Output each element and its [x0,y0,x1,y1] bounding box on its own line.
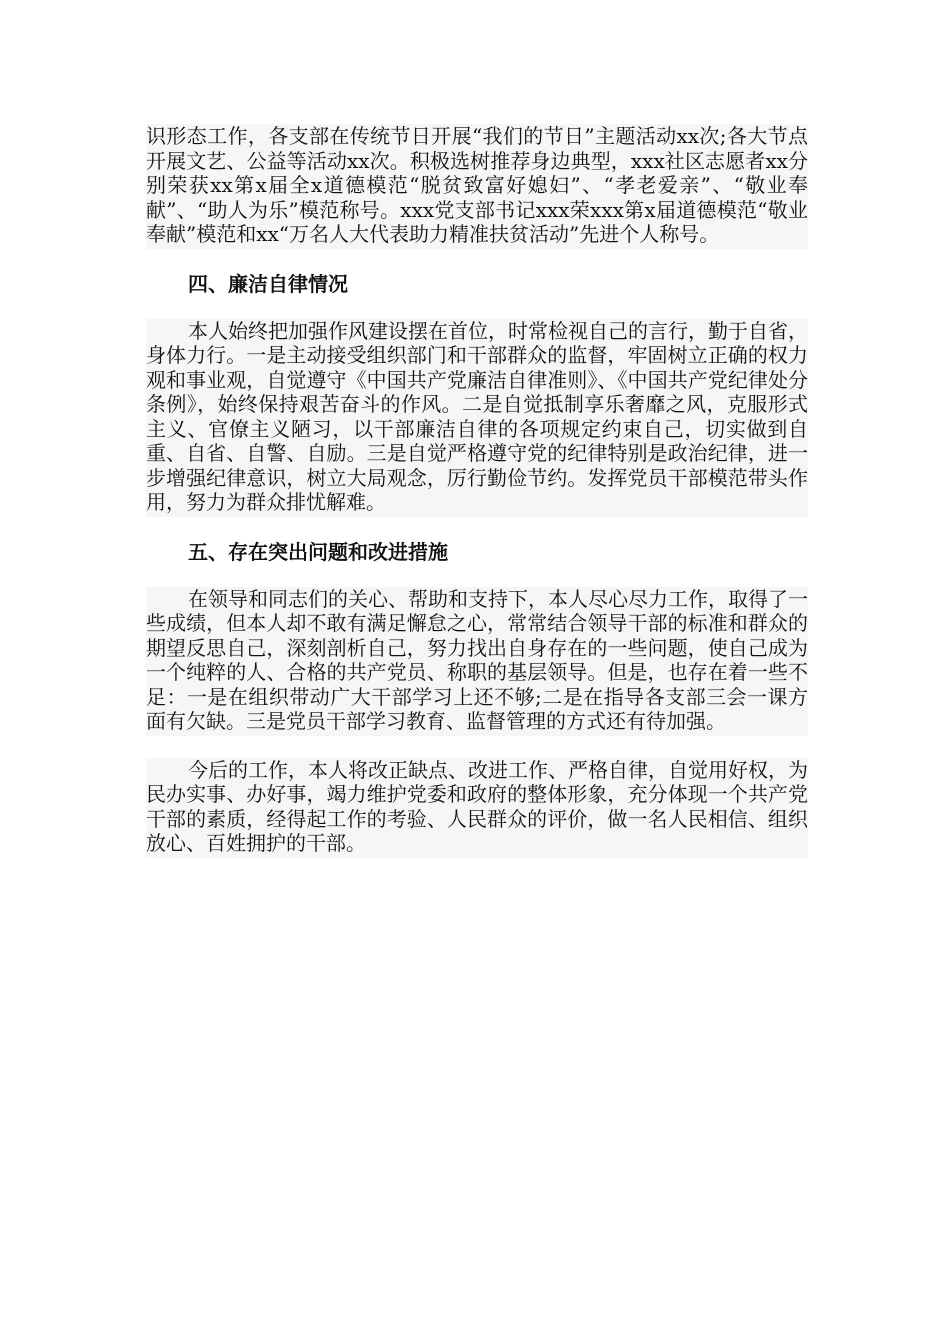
document-body [146,124,808,858]
paragraph-spacer [146,249,808,271]
heading-spacer [146,297,808,319]
paragraph-integrity: 本人始终把加强作风建设摆在首位，时常检视自己的言行，勤于自省，身体力行。一是主动接受组织部门和干部群众的监督，牢固树立正确的权力观和事业观，自觉遵守《中国共产党廉洁自律准则》、《中国共产党纪律处分条例》，始终保持艰苦奋斗的作风。二是自觉抵制享乐奢靡之风，克服形式主义、官僚主义陋习，以干部廉洁自律的各项规定约束自己，切实做到自重、自省、自警、自励。三是自觉严格遵守党的纪律特别是政治纪律，进一步增强纪律意识，树立大局观念，厉行勤俭节约。发挥党员干部模范带头作用，努力为群众排忧解难。 [146,319,808,517]
paragraph-cultural-activities: 识形态工作，各支部在传统节日开展“我们的节日”主题活动xx次;各大节点开展文艺、公益等活动xx次。积极选树推荐身边典型，xxx社区志愿者xx分别荣获xx第x届全x道德模范“脱贫致富好媳妇”、“孝老爱亲”、“敬业奉献”、“助人为乐”模范称号。xxx党支部书记xxx荣xxx第x届道德模范“敬业奉献”模范和xx“万名人大代表助力精准扶贫活动”先进个人称号。 [146,124,808,249]
heading-spacer [146,565,808,587]
paragraph-problems: 在领导和同志们的关心、帮助和支持下，本人尽心尽力工作，取得了一些成绩，但本人却不敢有满足懈怠之心，常常结合领导干部的标准和群众的期望反思自己，深刻剖析自己，努力找出自身存在的一些问题，使自己成为一个纯粹的人、合格的共产党员、称职的基层领导。但是，也存在着一些不足：一是在组织带动广大干部学习上还不够;二是在指导各支部三会一课方面有欠缺。三是党员干部学习教育、监督管理的方式还有待加强。 [146,587,808,736]
paragraph-future-work: 今后的工作，本人将改正缺点、改进工作、严格自律，自觉用好权，为民办实事、办好事，竭力维护党委和政府的整体形象，充分体现一个共产党干部的素质，经得起工作的考验、人民群众的评价，做一名人民相信、组织放心、百姓拥护的干部。 [146,758,808,858]
paragraph-spacer [146,517,808,539]
paragraph-spacer [146,736,808,758]
section-heading-integrity: 四、廉洁自律情况 [188,271,348,296]
section-heading-problems: 五、存在突出问题和改进措施 [188,539,448,564]
